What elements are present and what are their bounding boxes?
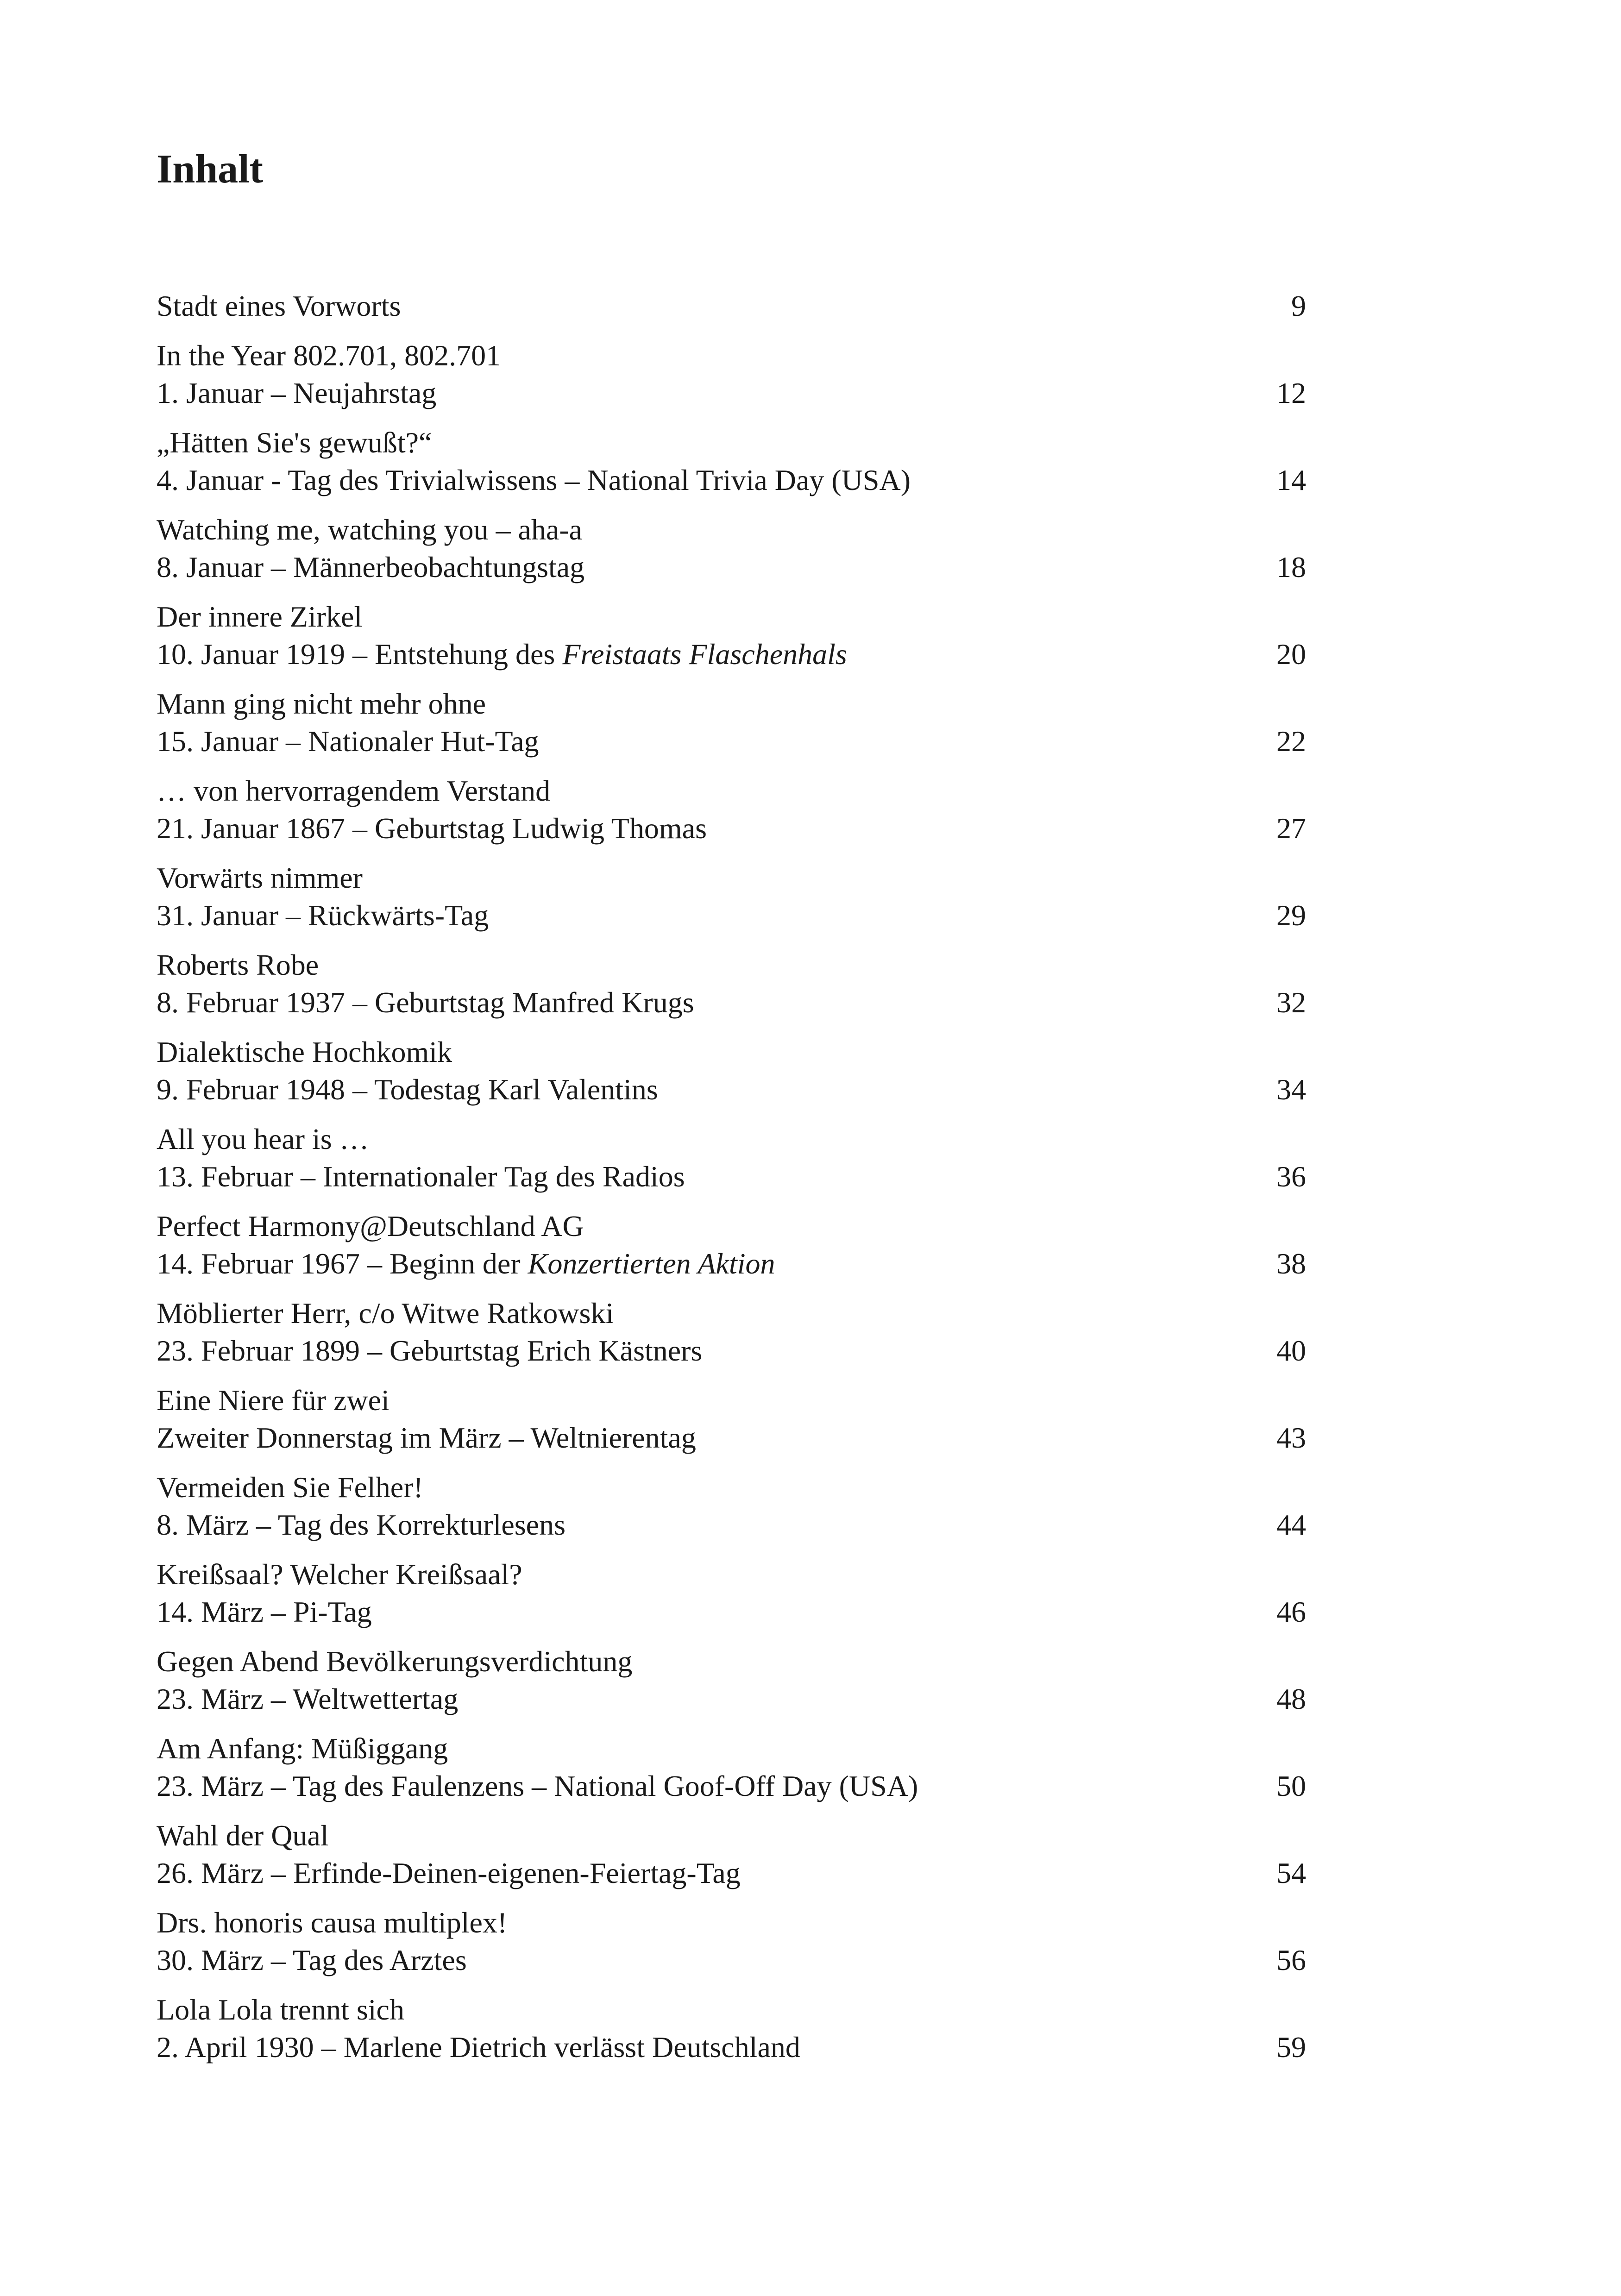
toc-entry[interactable]	[157, 1556, 1306, 1631]
toc-entry-page-number: 18	[1276, 551, 1306, 583]
toc-entry[interactable]	[157, 1207, 1306, 1282]
toc-entry-page-number: 48	[1276, 1682, 1306, 1715]
toc-entry-title: Drs. honoris causa multiplex!	[157, 1906, 508, 1939]
toc-entry[interactable]	[157, 1643, 1306, 1718]
page-title: Inhalt	[157, 147, 263, 192]
toc-entry[interactable]	[157, 1468, 1306, 1543]
toc-entry-page-number: 46	[1276, 1595, 1306, 1628]
toc-entry-page-number: 32	[1276, 986, 1306, 1019]
toc-entry[interactable]	[157, 1817, 1306, 1892]
toc-entry-title: Kreißsaal? Welcher Kreißsaal?	[157, 1558, 522, 1591]
toc-entry[interactable]	[157, 859, 1306, 934]
toc-entry-page-number: 36	[1276, 1160, 1306, 1193]
toc-entry-title: Watching me, watching you – aha-a	[157, 513, 582, 546]
toc-entry[interactable]	[157, 598, 1306, 673]
toc-entry-subtitle: 23. März – Weltwettertag	[157, 1682, 459, 1715]
toc-entry-subtitle: 2. April 1930 – Marlene Dietrich verlässt Deutschland	[157, 2031, 800, 2064]
toc-entry-page-number: 56	[1276, 1944, 1306, 1976]
toc-entry-subtitle: 9. Februar 1948 – Todestag Karl Valentins	[157, 1073, 658, 1106]
toc-entry[interactable]	[157, 1294, 1306, 1369]
toc-entry-page-number: 27	[1276, 812, 1306, 845]
toc-entry-page-number: 9	[1291, 289, 1306, 322]
toc-entry-page-number: 38	[1276, 1247, 1306, 1280]
toc-entry-page-number: 34	[1276, 1073, 1306, 1106]
toc-entry-subtitle: 30. März – Tag des Arztes	[157, 1944, 467, 1976]
toc-entry-page-number: 59	[1276, 2031, 1306, 2064]
toc-entry-subtitle: 14. März – Pi-Tag	[157, 1595, 372, 1628]
toc-entry-page-number: 54	[1276, 1857, 1306, 1889]
toc-entry-subtitle: 13. Februar – Internationaler Tag des Radios	[157, 1160, 685, 1193]
toc-entry[interactable]	[157, 946, 1306, 1021]
toc-entry-foreword[interactable]	[157, 287, 1306, 325]
toc-entry-subtitle: Zweiter Donnerstag im März – Weltnierentag	[157, 1421, 696, 1454]
toc-entry-title: In the Year 802.701, 802.701	[157, 339, 501, 372]
toc-entry-subtitle: 14. Februar 1967 – Beginn der Konzertierten Aktion	[157, 1247, 775, 1280]
toc-entry[interactable]	[157, 1120, 1306, 1195]
toc-entry-subtitle: 8. März – Tag des Korrekturlesens	[157, 1508, 565, 1541]
toc-entry[interactable]	[157, 1904, 1306, 1979]
toc-entry-subtitle: 21. Januar 1867 – Geburtstag Ludwig Thomas	[157, 812, 707, 845]
toc-entry[interactable]	[157, 772, 1306, 847]
toc-entry-title: Am Anfang: Müßiggang	[157, 1732, 448, 1765]
toc-entry-page-number: 44	[1276, 1508, 1306, 1541]
toc-entry[interactable]	[157, 1033, 1306, 1108]
toc-entry-title: Vorwärts nimmer	[157, 861, 363, 894]
toc-entry-subtitle: 31. Januar – Rückwärts-Tag	[157, 899, 489, 932]
toc-entry[interactable]	[157, 337, 1306, 412]
toc-entry-title: … von hervorragendem Verstand	[157, 774, 551, 807]
toc-entry-subtitle: 1. Januar – Neujahrstag	[157, 376, 437, 409]
toc-entry-title: Mann ging nicht mehr ohne	[157, 687, 486, 720]
toc-entry-title: Eine Niere für zwei	[157, 1384, 390, 1417]
toc-entry-title: Perfect Harmony@Deutschland AG	[157, 1210, 584, 1242]
toc-entry-subtitle: 26. März – Erfinde-Deinen-eigenen-Feiertag-Tag	[157, 1857, 741, 1889]
toc-entry-subtitle: 8. Januar – Männerbeobachtungstag	[157, 551, 585, 583]
toc-entry-page-number: 40	[1276, 1334, 1306, 1367]
toc-entry-page-number: 29	[1276, 899, 1306, 932]
toc-entry[interactable]	[157, 511, 1306, 586]
toc-entry-title: All you hear is …	[157, 1123, 369, 1155]
toc-entry-title: Lola Lola trennt sich	[157, 1993, 404, 2026]
toc-entry[interactable]	[157, 1991, 1306, 2066]
toc-entry-subtitle: 23. März – Tag des Faulenzens – National Goof-Off Day (USA)	[157, 1769, 918, 1802]
toc-entry-title: Der innere Zirkel	[157, 600, 363, 633]
toc-entry-page-number: 43	[1276, 1421, 1306, 1454]
toc-entry[interactable]	[157, 1730, 1306, 1805]
toc-entry-subtitle: 4. Januar - Tag des Trivialwissens – National Trivia Day (USA)	[157, 464, 911, 496]
toc-entry[interactable]	[157, 1381, 1306, 1456]
toc-entry-title: Roberts Robe	[157, 948, 319, 981]
toc-entry-subtitle: 10. Januar 1919 – Entstehung des Freistaats Flaschenhals	[157, 638, 847, 671]
toc-entry-title: Gegen Abend Bevölkerungsverdichtung	[157, 1645, 633, 1678]
toc-entry-subtitle: 8. Februar 1937 – Geburtstag Manfred Krugs	[157, 986, 694, 1019]
toc-entry-subtitle: 15. Januar – Nationaler Hut-Tag	[157, 725, 539, 758]
toc-entry-title: Dialektische Hochkomik	[157, 1035, 452, 1068]
toc-entry-title: Vermeiden Sie Felher!	[157, 1471, 423, 1504]
toc-entry[interactable]	[157, 424, 1306, 499]
toc-entry[interactable]	[157, 685, 1306, 760]
toc-entry-page-number: 20	[1276, 638, 1306, 671]
toc-entry-page-number: 22	[1276, 725, 1306, 758]
toc-entry-title: Stadt eines Vorworts	[157, 289, 401, 322]
toc-entry-title: Wahl der Qual	[157, 1819, 329, 1852]
toc-entry-subtitle: 23. Februar 1899 – Geburtstag Erich Kästners	[157, 1334, 703, 1367]
toc-entry-title: „Hätten Sie's gewußt?“	[157, 426, 432, 459]
table-of-contents	[157, 287, 1306, 2078]
toc-entry-title: Möblierter Herr, c/o Witwe Ratkowski	[157, 1297, 614, 1330]
toc-entry-page-number: 14	[1276, 464, 1306, 496]
toc-entry-page-number: 50	[1276, 1769, 1306, 1802]
toc-entry-page-number: 12	[1276, 376, 1306, 409]
